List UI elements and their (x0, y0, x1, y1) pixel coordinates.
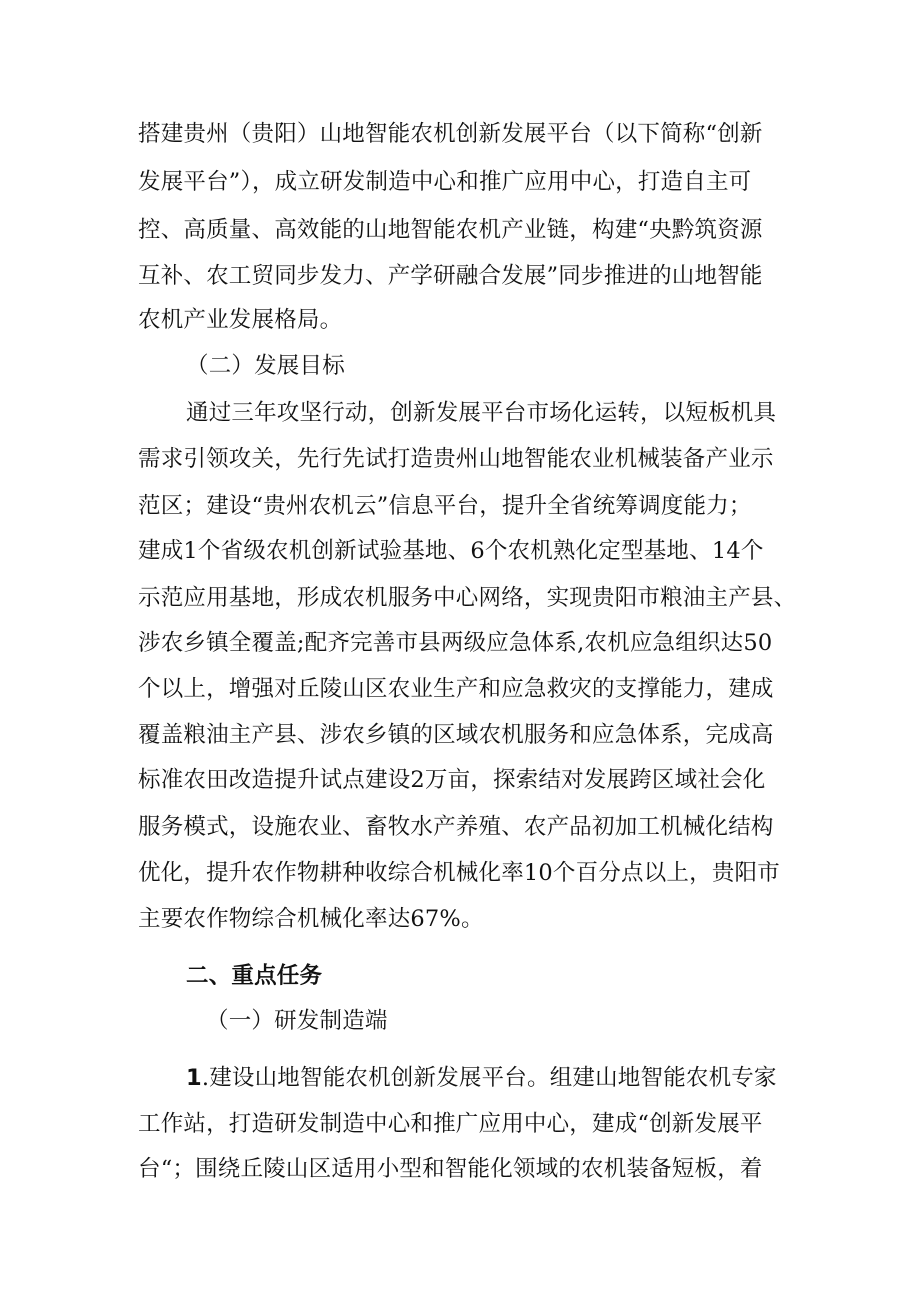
goal-paragraph-line: 服务模式，设施农业、畜牧水产养殖、农产品初加工机械化结构 (138, 814, 774, 840)
goal-paragraph-line: 主要农作物综合机械化率达67%。 (138, 906, 484, 932)
goal-paragraph-line: 建成1个省级农机创新试验基地、6个农机熟化定型基地、14个 (138, 538, 764, 564)
item-1-first-line (186, 1062, 777, 1094)
goal-paragraph-line: 覆盖粮油主产县、涉农乡镇的区域农机服务和应急体系，完成高 (138, 722, 774, 748)
goal-paragraph-line: 标准农田改造提升试点建设2万亩，探索结对发展跨区域社会化 (138, 767, 766, 793)
item-1-number: 1 (186, 1065, 202, 1091)
item-1-line: 工作站，打造研发制造中心和推广应用中心，建成“创新发展平 (138, 1111, 763, 1137)
item-1-text: .建设山地智能农机创新发展平台。组建山地智能农机专家 (201, 1065, 777, 1091)
intro-paragraph-line: 控、高质量、高效能的山地智能农机产业链，构建“央黔筑资源 (138, 217, 763, 243)
section-heading-goals: （二）发展目标 (186, 353, 345, 379)
intro-paragraph-line: 发展平台”），成立研发制造中心和推广应用中心，打造自主可 (138, 169, 752, 195)
goal-paragraph-line: 个以上，增强对丘陵山区农业生产和应急救灾的支撑能力，建成 (138, 676, 774, 702)
intro-paragraph-line: 互补、农工贸同步发力、产学研融合发展”同步推进的山地智能 (138, 263, 763, 289)
subsection-heading-rd: （一）研发制造端 (206, 1008, 388, 1034)
goal-paragraph-line: 优化，提升农作物耕种收综合机械化率10个百分点以上，贵阳市 (138, 860, 780, 886)
goal-paragraph-line: 范区；建设“贵州农机云”信息平台，提升全省统筹调度能力； (138, 493, 752, 519)
intro-paragraph-line: 搭建贵州（贵阳）山地智能农机创新发展平台（以下简称“创新 (138, 121, 763, 147)
goal-paragraph-line: 示范应用基地，形成农机服务中心网络，实现贵阳市粮油主产县、 (138, 585, 797, 611)
goal-paragraph-line: 涉农乡镇全覆盖;配齐完善市县两级应急体系,农机应急组织达50 (138, 630, 773, 656)
goal-paragraph-line: 需求引领攻关，先行先试打造贵州山地智能农业机械装备产业示 (138, 446, 774, 472)
main-heading-key-tasks: 二、重点任务 (186, 963, 323, 989)
goal-paragraph-line: 通过三年攻坚行动，创新发展平台市场化运转，以短板机具 (186, 400, 777, 426)
intro-paragraph-line: 农机产业发展格局。 (138, 307, 343, 333)
item-1-line: 台“；围绕丘陵山区适用小型和智能化领域的农机装备短板，着 (138, 1156, 763, 1182)
